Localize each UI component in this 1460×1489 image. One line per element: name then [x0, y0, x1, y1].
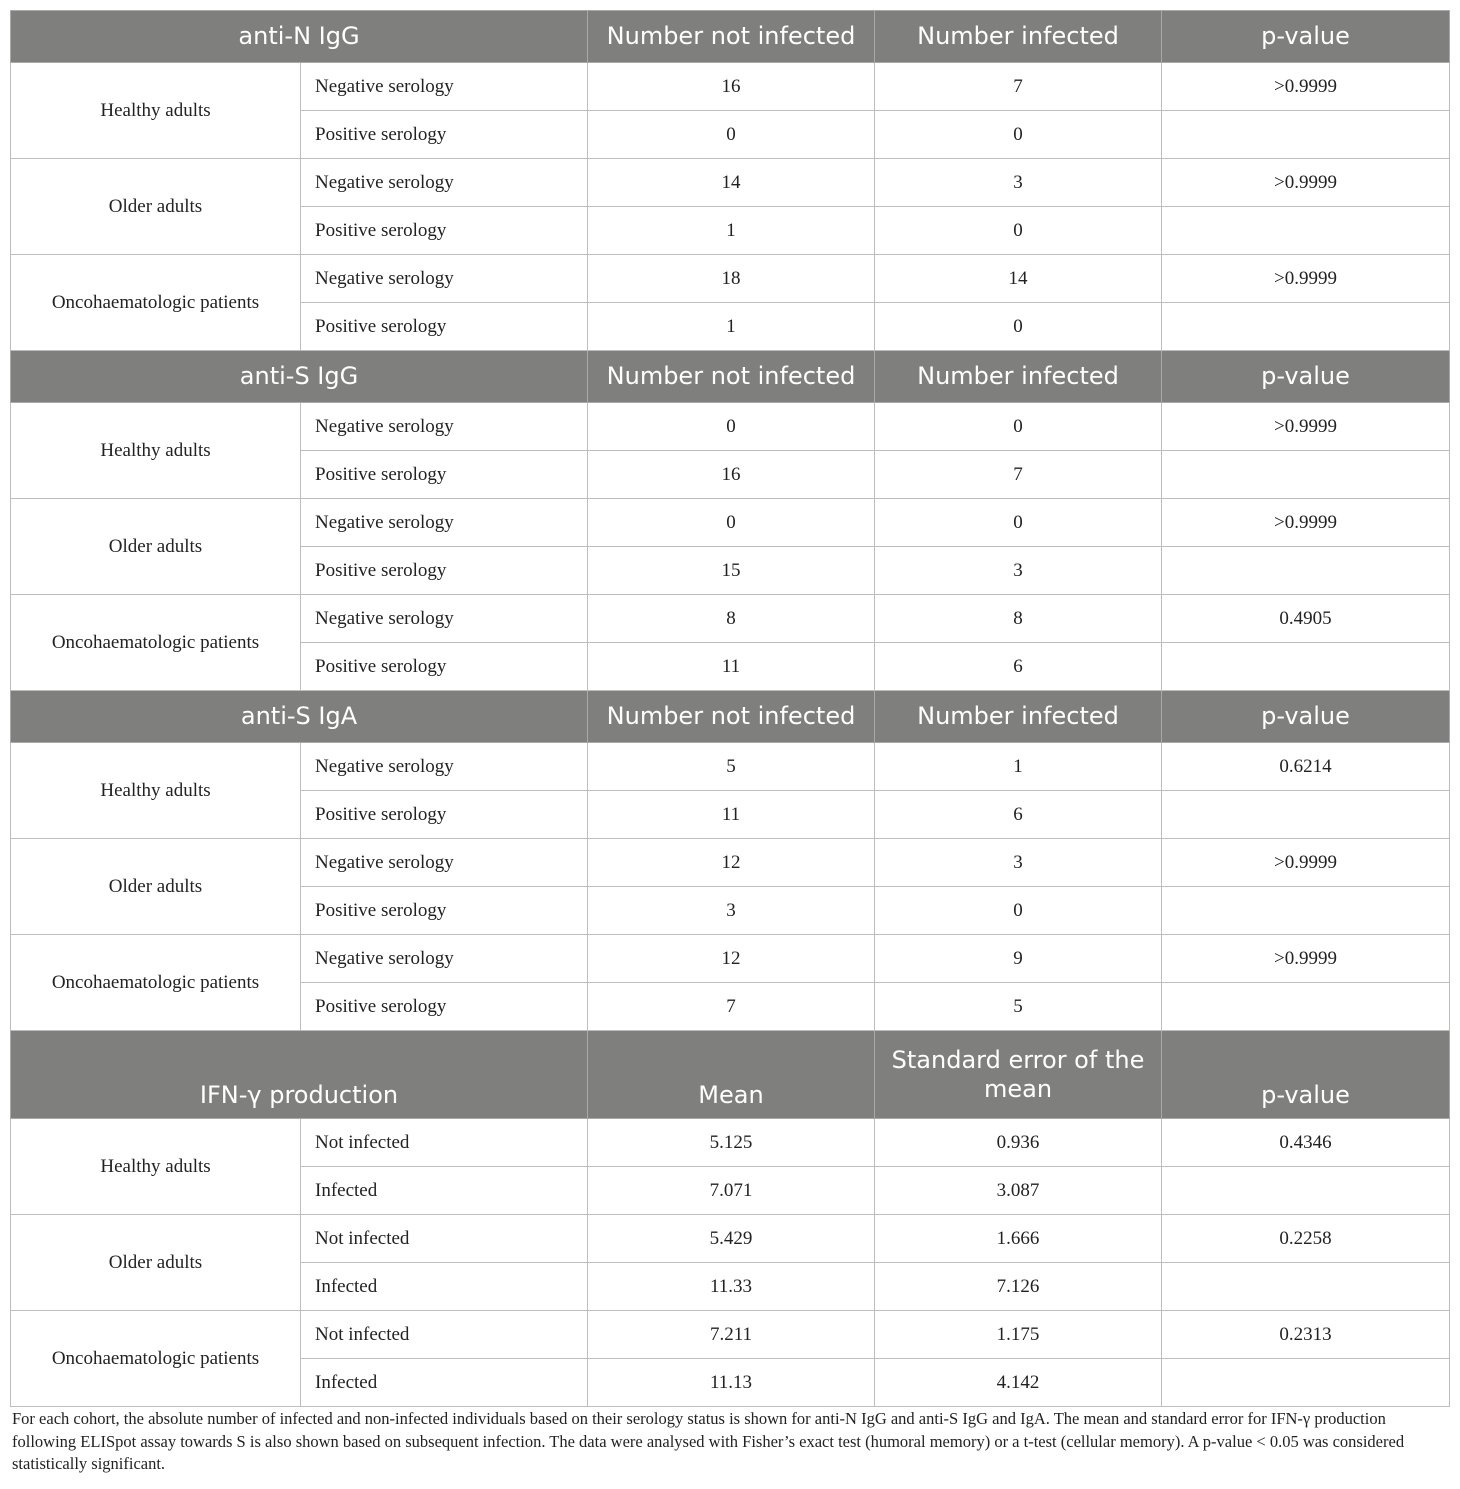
p-value-cell	[1162, 451, 1450, 499]
value-cell: 12	[588, 935, 875, 983]
p-value-cell: >0.9999	[1162, 499, 1450, 547]
section-header-row	[11, 351, 1450, 403]
cohort-label: Healthy adults	[11, 63, 301, 159]
column-header: Number not infected	[588, 351, 875, 403]
table-row	[11, 595, 1450, 643]
p-value-cell: >0.9999	[1162, 159, 1450, 207]
table-row	[11, 159, 1450, 207]
cohort-label: Older adults	[11, 839, 301, 935]
value-cell: 18	[588, 255, 875, 303]
row-label: Infected	[301, 1167, 588, 1215]
p-value-cell: 0.6214	[1162, 743, 1450, 791]
value-cell: 1.175	[875, 1311, 1162, 1359]
column-header: Number infected	[875, 351, 1162, 403]
row-label: Positive serology	[301, 207, 588, 255]
section-header-row	[11, 1031, 1450, 1119]
value-cell: 11.33	[588, 1263, 875, 1311]
p-value-cell	[1162, 207, 1450, 255]
cohort-label: Oncohaematologic patients	[11, 935, 301, 1031]
row-label: Positive serology	[301, 643, 588, 691]
value-cell: 1	[588, 303, 875, 351]
value-cell: 16	[588, 451, 875, 499]
value-cell: 0.936	[875, 1119, 1162, 1167]
value-cell: 7.211	[588, 1311, 875, 1359]
row-label: Not infected	[301, 1215, 588, 1263]
value-cell: 5.125	[588, 1119, 875, 1167]
table-row	[11, 839, 1450, 887]
p-value-cell	[1162, 1263, 1450, 1311]
row-label: Negative serology	[301, 935, 588, 983]
row-label: Positive serology	[301, 547, 588, 595]
row-label: Negative serology	[301, 63, 588, 111]
column-header: Number infected	[875, 691, 1162, 743]
row-label: Negative serology	[301, 595, 588, 643]
value-cell: 1	[588, 207, 875, 255]
cohort-label: Older adults	[11, 159, 301, 255]
value-cell: 0	[588, 403, 875, 451]
section-ifn-gamma	[11, 1031, 1450, 1407]
p-value-cell	[1162, 643, 1450, 691]
row-label: Positive serology	[301, 887, 588, 935]
table-row	[11, 255, 1450, 303]
table-footnote: For each cohort, the absolute number of infected and non-infected individuals based on their serology status is shown for anti-N IgG and anti-S IgG and IgA. The mean and standard error for IFN-γ production following ELISpot assay towards S is also shown based on subsequent infection. The data were analysed with Fisher’s exact test (humoral memory) or a t-test (cellular memory). A p-value < 0.05 was considered statistically significant.	[12, 1409, 1405, 1473]
value-cell: 0	[875, 111, 1162, 159]
value-cell: 0	[875, 303, 1162, 351]
value-cell: 11.13	[588, 1359, 875, 1407]
value-cell: 14	[875, 255, 1162, 303]
section-title: anti-N IgG	[11, 11, 588, 63]
p-value-cell: >0.9999	[1162, 63, 1450, 111]
value-cell: 3.087	[875, 1167, 1162, 1215]
cohort-label: Oncohaematologic patients	[11, 255, 301, 351]
value-cell: 5.429	[588, 1215, 875, 1263]
p-value-cell	[1162, 1359, 1450, 1407]
value-cell: 0	[875, 887, 1162, 935]
p-value-cell	[1162, 887, 1450, 935]
column-header: Standard error of the mean	[875, 1031, 1162, 1119]
value-cell: 4.142	[875, 1359, 1162, 1407]
cohort-label: Healthy adults	[11, 1119, 301, 1215]
value-cell: 8	[588, 595, 875, 643]
value-cell: 0	[875, 403, 1162, 451]
value-cell: 0	[588, 111, 875, 159]
section-anti-s-igg	[11, 351, 1450, 691]
cohort-label: Healthy adults	[11, 403, 301, 499]
value-cell: 16	[588, 63, 875, 111]
table-row	[11, 499, 1450, 547]
column-header: Number infected	[875, 11, 1162, 63]
p-value-cell	[1162, 1167, 1450, 1215]
section-title: IFN-γ production	[11, 1031, 588, 1119]
value-cell: 0	[875, 207, 1162, 255]
p-value-cell	[1162, 547, 1450, 595]
row-label: Infected	[301, 1263, 588, 1311]
value-cell: 1	[875, 743, 1162, 791]
p-value-cell: >0.9999	[1162, 839, 1450, 887]
table-row	[11, 1119, 1450, 1167]
section-anti-s-iga	[11, 691, 1450, 1031]
column-header: Number not infected	[588, 11, 875, 63]
value-cell: 15	[588, 547, 875, 595]
value-cell: 5	[588, 743, 875, 791]
value-cell: 0	[875, 499, 1162, 547]
value-cell: 6	[875, 791, 1162, 839]
value-cell: 1.666	[875, 1215, 1162, 1263]
value-cell: 8	[875, 595, 1162, 643]
table-row	[11, 63, 1450, 111]
section-title: anti-S IgA	[11, 691, 588, 743]
results-table-container	[10, 10, 1450, 1407]
p-value-cell	[1162, 303, 1450, 351]
row-label: Not infected	[301, 1311, 588, 1359]
value-cell: 12	[588, 839, 875, 887]
section-anti-n-igg	[11, 11, 1450, 351]
value-cell: 3	[875, 547, 1162, 595]
value-cell: 7	[875, 63, 1162, 111]
row-label: Negative serology	[301, 403, 588, 451]
column-header: p-value	[1162, 11, 1450, 63]
column-header: p-value	[1162, 691, 1450, 743]
row-label: Negative serology	[301, 159, 588, 207]
column-header: Mean	[588, 1031, 875, 1119]
value-cell: 11	[588, 791, 875, 839]
p-value-cell: >0.9999	[1162, 935, 1450, 983]
cohort-label: Oncohaematologic patients	[11, 1311, 301, 1407]
value-cell: 3	[875, 839, 1162, 887]
value-cell: 0	[588, 499, 875, 547]
value-cell: 14	[588, 159, 875, 207]
cohort-label: Healthy adults	[11, 743, 301, 839]
section-header-row	[11, 691, 1450, 743]
p-value-cell: >0.9999	[1162, 255, 1450, 303]
p-value-cell: >0.9999	[1162, 403, 1450, 451]
section-title: anti-S IgG	[11, 351, 588, 403]
row-label: Negative serology	[301, 255, 588, 303]
value-cell: 3	[875, 159, 1162, 207]
table-row	[11, 1311, 1450, 1359]
p-value-cell	[1162, 791, 1450, 839]
p-value-cell: 0.2258	[1162, 1215, 1450, 1263]
column-header: p-value	[1162, 1031, 1450, 1119]
value-cell: 6	[875, 643, 1162, 691]
value-cell: 11	[588, 643, 875, 691]
row-label: Positive serology	[301, 451, 588, 499]
row-label: Positive serology	[301, 303, 588, 351]
row-label: Positive serology	[301, 111, 588, 159]
row-label: Positive serology	[301, 791, 588, 839]
value-cell: 7.071	[588, 1167, 875, 1215]
p-value-cell: 0.4346	[1162, 1119, 1450, 1167]
column-header: Number not infected	[588, 691, 875, 743]
row-label: Infected	[301, 1359, 588, 1407]
value-cell: 7.126	[875, 1263, 1162, 1311]
p-value-cell: 0.2313	[1162, 1311, 1450, 1359]
cohort-label: Older adults	[11, 499, 301, 595]
table-row	[11, 1215, 1450, 1263]
table-row	[11, 935, 1450, 983]
results-table	[10, 10, 1450, 1407]
p-value-cell	[1162, 111, 1450, 159]
cohort-label: Oncohaematologic patients	[11, 595, 301, 691]
value-cell: 3	[588, 887, 875, 935]
p-value-cell: 0.4905	[1162, 595, 1450, 643]
value-cell: 7	[875, 451, 1162, 499]
table-row	[11, 743, 1450, 791]
table-row	[11, 403, 1450, 451]
p-value-cell	[1162, 983, 1450, 1031]
row-label: Not infected	[301, 1119, 588, 1167]
column-header: p-value	[1162, 351, 1450, 403]
cohort-label: Older adults	[11, 1215, 301, 1311]
value-cell: 9	[875, 935, 1162, 983]
row-label: Negative serology	[301, 499, 588, 547]
value-cell: 5	[875, 983, 1162, 1031]
row-label: Negative serology	[301, 743, 588, 791]
value-cell: 7	[588, 983, 875, 1031]
row-label: Positive serology	[301, 983, 588, 1031]
row-label: Negative serology	[301, 839, 588, 887]
section-header-row	[11, 11, 1450, 63]
